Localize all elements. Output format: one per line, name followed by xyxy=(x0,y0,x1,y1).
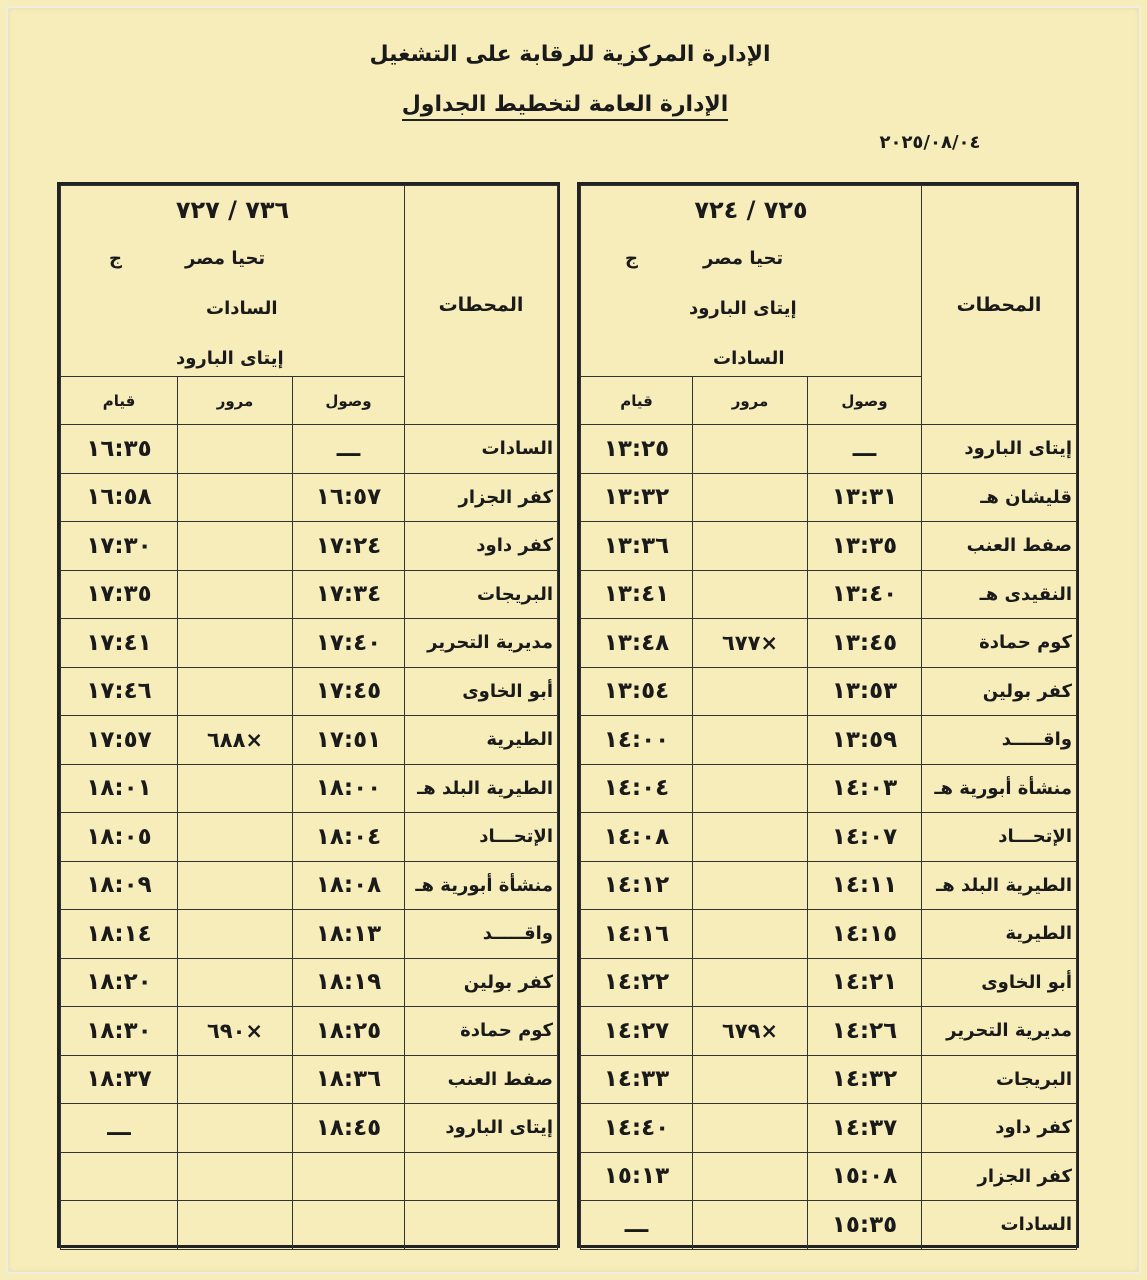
pass-note xyxy=(693,473,808,522)
arrive-time: ١٨:٢٥ xyxy=(293,1007,405,1056)
train-class: ج xyxy=(109,248,122,269)
table-row xyxy=(61,910,558,959)
pass-note xyxy=(693,716,808,765)
table-row xyxy=(581,813,1077,862)
table-row xyxy=(61,473,558,522)
station-name: واقـــــد xyxy=(405,910,558,959)
depart-time: ـــ xyxy=(581,1201,693,1250)
train-class: ج xyxy=(625,248,638,269)
arrive-time: ١٧:٤٠ xyxy=(293,619,405,668)
table-row xyxy=(61,619,558,668)
station-name: الطيرية xyxy=(405,716,558,765)
table-row xyxy=(61,1055,558,1104)
stations-header: المحطات xyxy=(405,186,558,425)
pass-note xyxy=(178,910,293,959)
arrive-time: ١٧:٥١ xyxy=(293,716,405,765)
depart-time: ١٨:٠٩ xyxy=(61,861,178,910)
pass-note xyxy=(693,910,808,959)
table-row xyxy=(581,619,1077,668)
station-name: كفر بولين xyxy=(922,667,1077,716)
pass-note xyxy=(693,425,808,474)
pass-note xyxy=(693,861,808,910)
station-name: أبو الخاوى xyxy=(922,958,1077,1007)
arrive-time: ١٨:١٩ xyxy=(293,958,405,1007)
pass-note xyxy=(178,473,293,522)
arrive-time: ١٨:٠٨ xyxy=(293,861,405,910)
table-row xyxy=(61,958,558,1007)
arrive-time: ١٣:٥٩ xyxy=(808,716,922,765)
station-name: النقيدى هـ xyxy=(922,570,1077,619)
pass-note xyxy=(178,1201,293,1250)
col-depart-header: قيام xyxy=(581,377,693,425)
pass-note: ٦٧٩× xyxy=(693,1007,808,1056)
arrive-time: ١٨:٠٠ xyxy=(293,764,405,813)
table-row xyxy=(61,716,558,765)
route-from: إيتاى البارود xyxy=(689,298,797,319)
depart-time: ١٧:٥٧ xyxy=(61,716,178,765)
train-number: ٧٢٥ / ٧٢٤ xyxy=(694,196,808,224)
arrive-time: ١٤:٢١ xyxy=(808,958,922,1007)
arrive-time: ١٤:٠٧ xyxy=(808,813,922,862)
arrive-time: ـــ xyxy=(808,425,922,474)
pass-note xyxy=(693,1152,808,1201)
arrive-time: ١٣:٣١ xyxy=(808,473,922,522)
pass-note: ٦٨٨× xyxy=(178,716,293,765)
pass-note xyxy=(693,570,808,619)
col-depart-header: قيام xyxy=(61,377,178,425)
depart-time: ١٨:١٤ xyxy=(61,910,178,959)
arrive-time: ١٨:٤٥ xyxy=(293,1104,405,1153)
route-to: السادات xyxy=(713,348,785,369)
station-name: كفر داود xyxy=(405,522,558,571)
arrive-time: ١٨:٣٦ xyxy=(293,1055,405,1104)
depart-time: ١٧:٤٦ xyxy=(61,667,178,716)
pass-note xyxy=(693,1104,808,1153)
table-row xyxy=(61,522,558,571)
pass-note: ٦٩٠× xyxy=(178,1007,293,1056)
route-to: إيتاى البارود xyxy=(176,348,284,369)
table-row xyxy=(61,1104,558,1153)
pass-note xyxy=(693,764,808,813)
depart-time: ١٣:٣٢ xyxy=(581,473,693,522)
station-name: البريجات xyxy=(922,1055,1077,1104)
table-row xyxy=(581,570,1077,619)
table-row xyxy=(61,1201,558,1250)
depart-time: ١٤:٠٨ xyxy=(581,813,693,862)
pass-note xyxy=(178,764,293,813)
pass-note xyxy=(178,1104,293,1153)
pass-note xyxy=(178,619,293,668)
station-name: كفر داود xyxy=(922,1104,1077,1153)
route-from: السادات xyxy=(206,298,278,319)
station-name: أبو الخاوى xyxy=(405,667,558,716)
depart-time: ١٧:٤١ xyxy=(61,619,178,668)
station-name: مديرية التحرير xyxy=(922,1007,1077,1056)
depart-time: ١٣:٣٦ xyxy=(581,522,693,571)
arrive-time: ١٥:٠٨ xyxy=(808,1152,922,1201)
arrive-time: ١٨:٠٤ xyxy=(293,813,405,862)
train-header xyxy=(61,186,405,377)
table-row xyxy=(581,1104,1077,1153)
depart-time: ١٨:٣٠ xyxy=(61,1007,178,1056)
depart-time: ١٤:٠٠ xyxy=(581,716,693,765)
timetable-right xyxy=(577,182,1079,1248)
pass-note xyxy=(178,1055,293,1104)
table-row xyxy=(61,861,558,910)
table-row xyxy=(581,716,1077,765)
depart-time: ١٨:٠٥ xyxy=(61,813,178,862)
station-name: الإتحـــاد xyxy=(405,813,558,862)
table-row xyxy=(61,1152,558,1201)
table-row xyxy=(61,764,558,813)
table-row xyxy=(581,1152,1077,1201)
pass-note xyxy=(693,522,808,571)
station-name: كفر بولين xyxy=(405,958,558,1007)
station-name xyxy=(405,1201,558,1250)
arrive-time: ١٧:٢٤ xyxy=(293,522,405,571)
arrive-time: ١٤:١١ xyxy=(808,861,922,910)
table-row xyxy=(581,861,1077,910)
arrive-time: ١٦:٥٧ xyxy=(293,473,405,522)
station-name: قليشان هـ xyxy=(922,473,1077,522)
arrive-time: ١٣:٤٠ xyxy=(808,570,922,619)
pass-note xyxy=(178,522,293,571)
depart-time: ١٦:٣٥ xyxy=(61,425,178,474)
station-name: كوم حمادة xyxy=(922,619,1077,668)
table-row xyxy=(61,1007,558,1056)
depart-time: ١٤:١٢ xyxy=(581,861,693,910)
depart-time: ١٣:٤٨ xyxy=(581,619,693,668)
table-row xyxy=(581,425,1077,474)
table-row xyxy=(581,667,1077,716)
arrive-time xyxy=(293,1201,405,1250)
station-name: صفط العنب xyxy=(922,522,1077,571)
station-name: الطيرية xyxy=(922,910,1077,959)
station-name: الإتحـــاد xyxy=(922,813,1077,862)
table-row xyxy=(61,667,558,716)
depart-time: ١٣:٤١ xyxy=(581,570,693,619)
arrive-time: ١٧:٤٥ xyxy=(293,667,405,716)
depart-time: ١٤:٢٢ xyxy=(581,958,693,1007)
depart-time: ـــ xyxy=(61,1104,178,1153)
dept-title-text: الإدارة العامة لتخطيط الجداول xyxy=(402,92,729,121)
station-name: الطيرية البلد هـ xyxy=(405,764,558,813)
station-name: البريجات xyxy=(405,570,558,619)
table-row xyxy=(61,570,558,619)
depart-time: ١٣:٥٤ xyxy=(581,667,693,716)
pass-note xyxy=(693,813,808,862)
table-row xyxy=(581,958,1077,1007)
arrive-time: ١٤:٢٦ xyxy=(808,1007,922,1056)
pass-note xyxy=(178,667,293,716)
depart-time xyxy=(61,1201,178,1250)
arrive-time xyxy=(293,1152,405,1201)
depart-time: ١٤:٤٠ xyxy=(581,1104,693,1153)
depart-time: ١٧:٣٠ xyxy=(61,522,178,571)
station-name: منشأة أبورية هـ xyxy=(922,764,1077,813)
depart-time: ١٣:٢٥ xyxy=(581,425,693,474)
table-row xyxy=(581,1201,1077,1250)
depart-time xyxy=(61,1152,178,1201)
arrive-time: ١٥:٣٥ xyxy=(808,1201,922,1250)
pass-note xyxy=(178,958,293,1007)
station-name: الطيرية البلد هـ xyxy=(922,861,1077,910)
train-type: تحيا مصر xyxy=(703,248,784,269)
depart-time: ١٨:٠١ xyxy=(61,764,178,813)
stations-header: المحطات xyxy=(922,186,1077,425)
depart-time: ١٥:١٣ xyxy=(581,1152,693,1201)
station-name: مديرية التحرير xyxy=(405,619,558,668)
station-name: كفر الجزار xyxy=(922,1152,1077,1201)
table-row xyxy=(581,1007,1077,1056)
depart-time: ١٤:٢٧ xyxy=(581,1007,693,1056)
arrive-time: ١٤:٣٢ xyxy=(808,1055,922,1104)
train-type: تحيا مصر xyxy=(185,248,266,269)
arrive-time: ١٤:٣٧ xyxy=(808,1104,922,1153)
col-arrive-header: وصول xyxy=(808,377,922,425)
arrive-time: ١٣:٥٣ xyxy=(808,667,922,716)
col-arrive-header: وصول xyxy=(293,377,405,425)
station-name: السادات xyxy=(405,425,558,474)
pass-note xyxy=(693,958,808,1007)
depart-time: ١٤:٠٤ xyxy=(581,764,693,813)
pass-note xyxy=(693,1201,808,1250)
pass-note xyxy=(693,1055,808,1104)
document-date: ٢٠٢٥/٠٨/٠٤ xyxy=(879,132,981,153)
train-number: ٧٣٦ / ٧٢٧ xyxy=(175,196,290,224)
col-pass-header: مرور xyxy=(178,377,293,425)
pass-note xyxy=(178,1152,293,1201)
depart-time: ١٨:٢٠ xyxy=(61,958,178,1007)
depart-time: ١٦:٥٨ xyxy=(61,473,178,522)
org-title: الإدارة المركزية للرقابة على التشغيل xyxy=(369,42,771,67)
train-header xyxy=(581,186,922,377)
pass-note xyxy=(178,813,293,862)
arrive-time: ١٨:١٣ xyxy=(293,910,405,959)
table-row xyxy=(581,910,1077,959)
station-name: كفر الجزار xyxy=(405,473,558,522)
table-row xyxy=(581,764,1077,813)
station-name: السادات xyxy=(922,1201,1077,1250)
depart-time: ١٤:٣٣ xyxy=(581,1055,693,1104)
arrive-time: ١٤:٠٣ xyxy=(808,764,922,813)
depart-time: ١٨:٣٧ xyxy=(61,1055,178,1104)
arrive-time: ١٣:٤٥ xyxy=(808,619,922,668)
col-pass-header: مرور xyxy=(693,377,808,425)
station-name: صفط العنب xyxy=(405,1055,558,1104)
table-row xyxy=(581,473,1077,522)
station-name: إيتاى البارود xyxy=(405,1104,558,1153)
pass-note xyxy=(178,425,293,474)
timetable-left xyxy=(57,182,560,1248)
station-name: كوم حمادة xyxy=(405,1007,558,1056)
table-row xyxy=(61,813,558,862)
pass-note: ٦٧٧× xyxy=(693,619,808,668)
depart-time: ١٧:٣٥ xyxy=(61,570,178,619)
table-row xyxy=(581,522,1077,571)
depart-time: ١٤:١٦ xyxy=(581,910,693,959)
arrive-time: ١٤:١٥ xyxy=(808,910,922,959)
station-name xyxy=(405,1152,558,1201)
arrive-time: ـــ xyxy=(293,425,405,474)
arrive-time: ١٧:٣٤ xyxy=(293,570,405,619)
pass-note xyxy=(178,570,293,619)
dept-title xyxy=(200,92,930,117)
arrive-time: ١٣:٣٥ xyxy=(808,522,922,571)
station-name: إيتاى البارود xyxy=(922,425,1077,474)
station-name: منشأة أبورية هـ xyxy=(405,861,558,910)
pass-note xyxy=(693,667,808,716)
pass-note xyxy=(178,861,293,910)
table-row xyxy=(61,425,558,474)
table-row xyxy=(581,1055,1077,1104)
station-name: واقـــــد xyxy=(922,716,1077,765)
